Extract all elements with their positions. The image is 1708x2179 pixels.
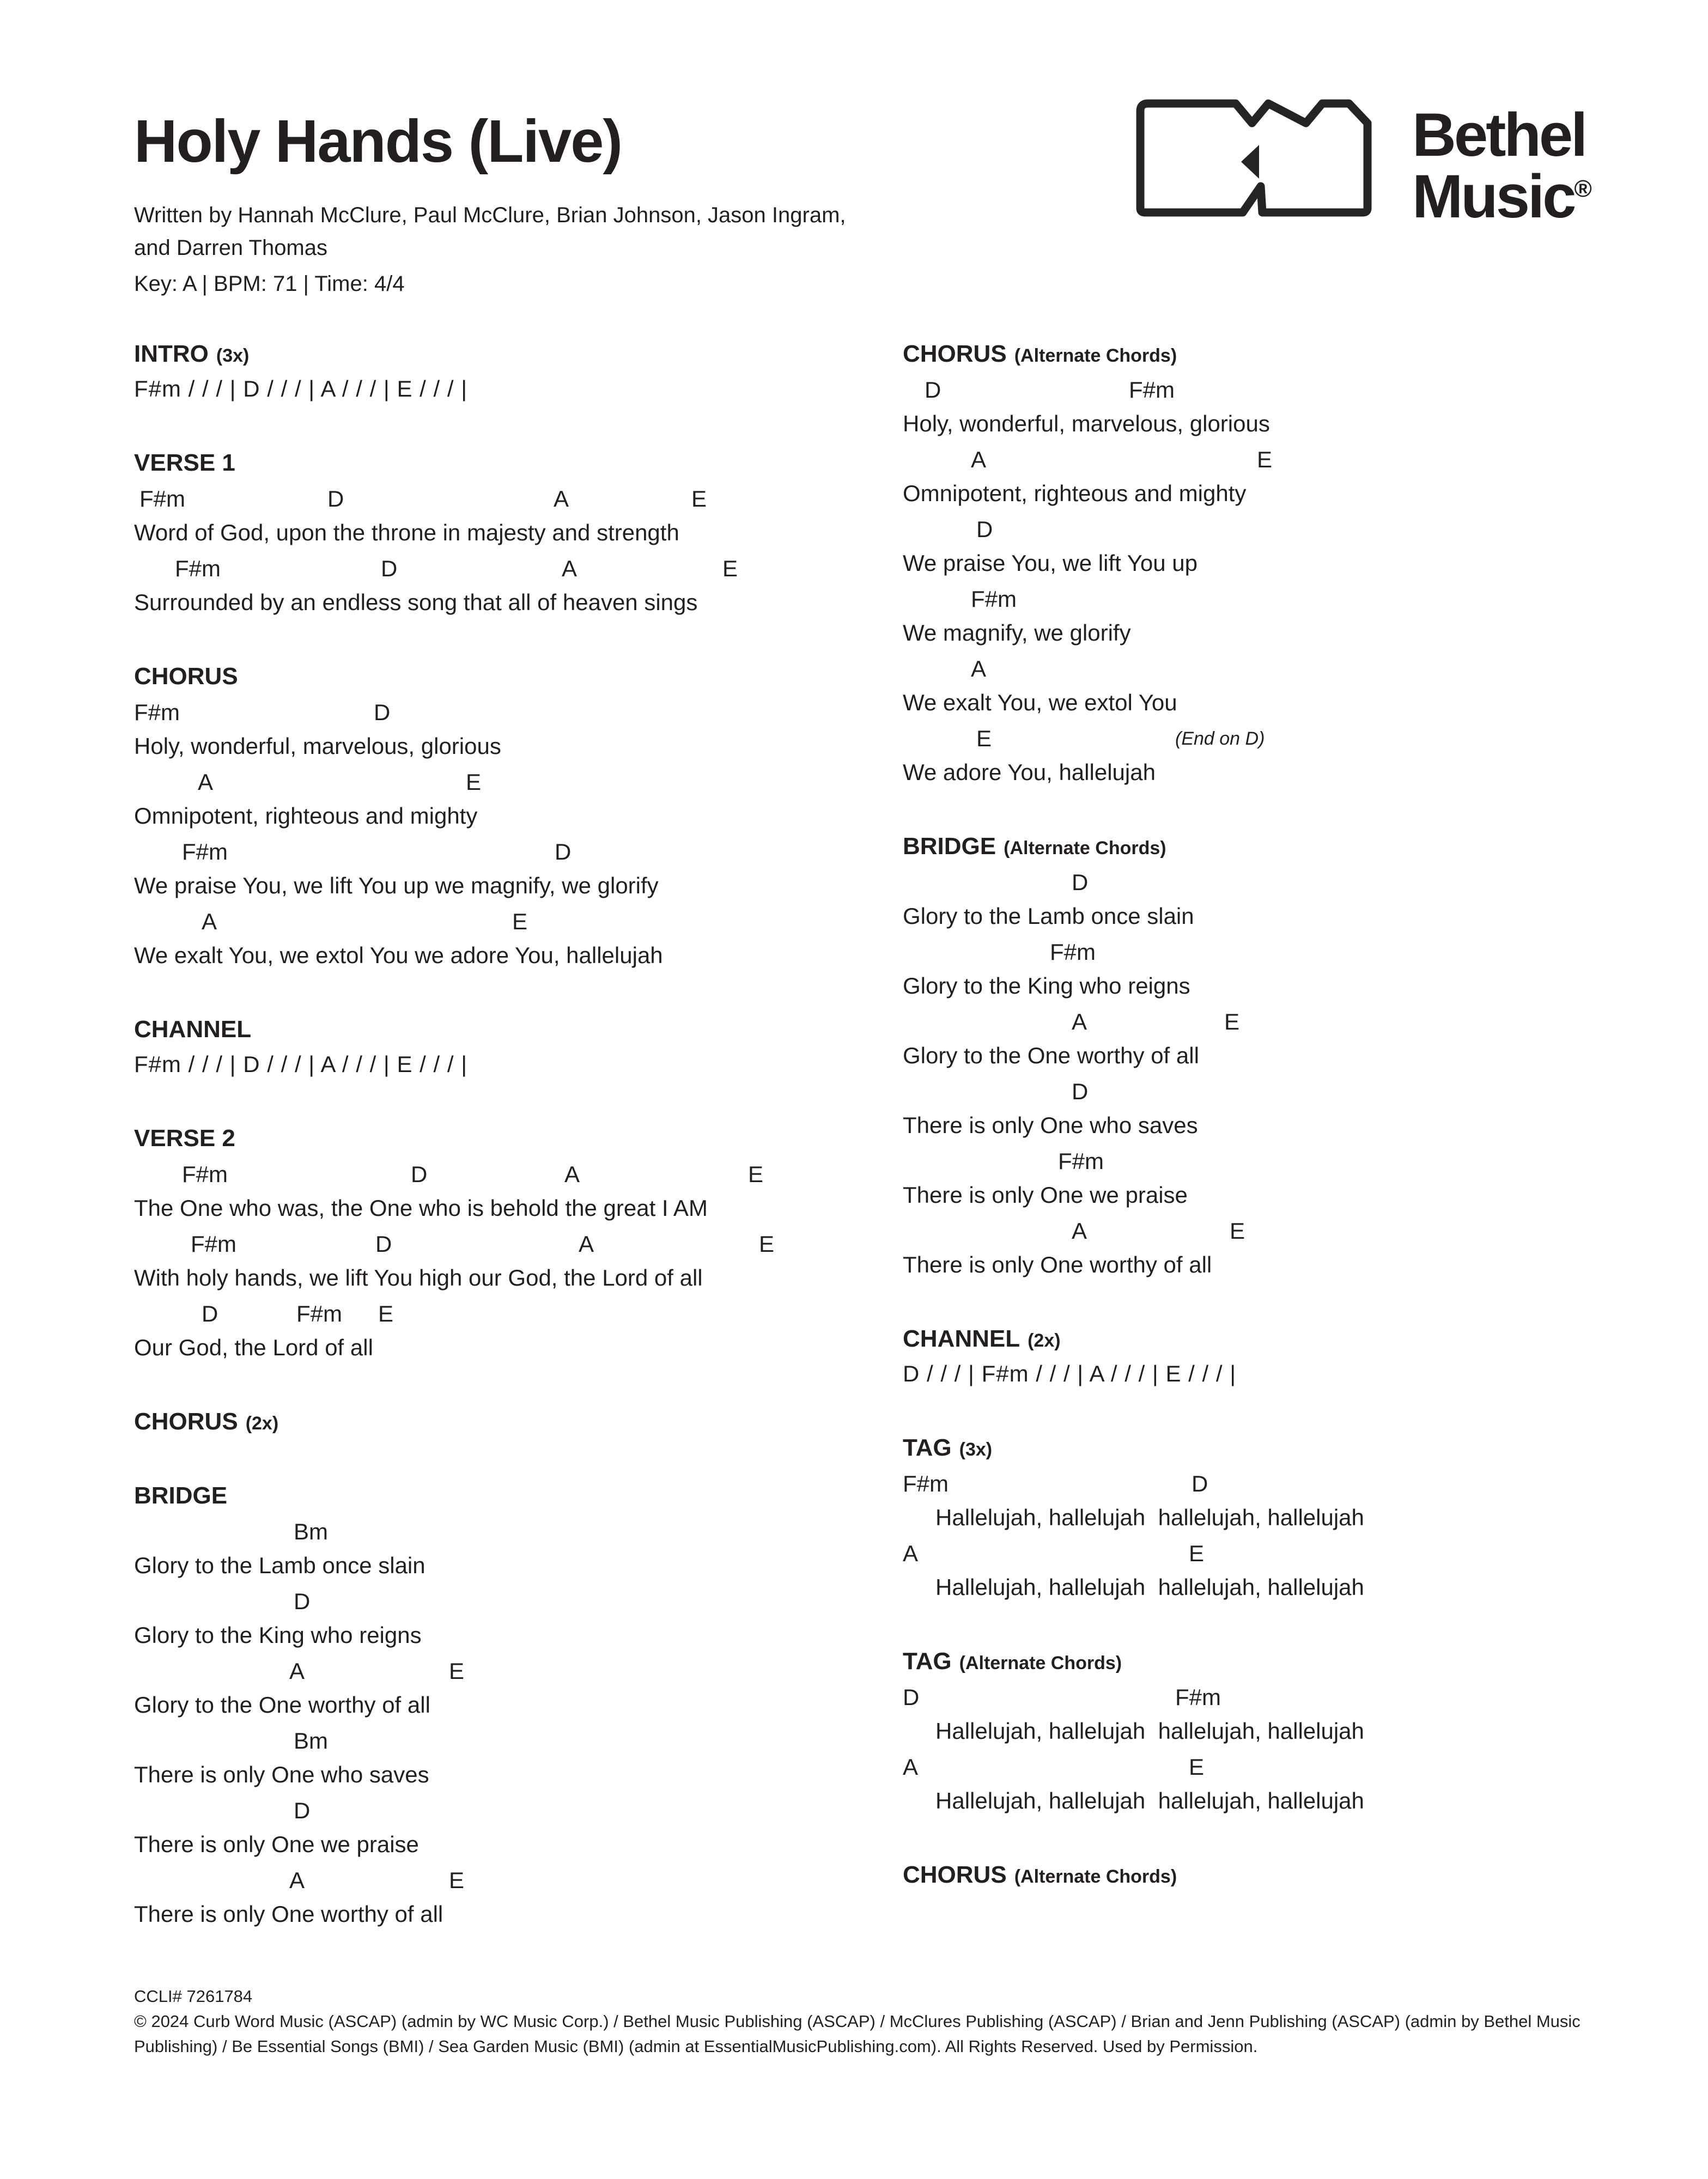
chord: D	[925, 377, 941, 403]
chord: D	[381, 556, 398, 581]
chord-line	[134, 903, 875, 938]
chord: F#m	[134, 699, 180, 725]
chord: D	[294, 1798, 311, 1823]
chord-line	[134, 764, 875, 799]
chord: F#m	[1175, 1684, 1221, 1710]
chord: E	[466, 769, 482, 795]
chord: D	[1192, 1471, 1208, 1496]
section-suffix: (3x)	[216, 345, 250, 366]
song-section	[134, 1404, 875, 1439]
chord: A	[903, 1754, 919, 1780]
lyric-line: Glory to the One worthy of all	[134, 1692, 430, 1718]
song-section	[134, 1478, 875, 1932]
lyric-line: There is only One we praise	[903, 1182, 1188, 1208]
chord: A	[971, 447, 987, 472]
lyric-line: Hallelujah, hallelujah hallelujah, hallelujah	[935, 1788, 1364, 1813]
lyric-line: Glory to the King who reigns	[903, 973, 1190, 999]
chord: E	[1189, 1754, 1205, 1780]
lyric-line: Word of God, upon the throne in majesty and strength	[134, 520, 679, 545]
chord-line	[134, 1226, 875, 1261]
section-heading	[903, 1858, 1676, 1892]
lyric-line: The One who was, the One who is behold the great I AM	[134, 1195, 708, 1221]
chord: E	[759, 1231, 775, 1257]
chord: E	[449, 1658, 465, 1684]
section-suffix: (Alternate Chords)	[1014, 345, 1177, 366]
chord: E	[1189, 1541, 1205, 1566]
song-section	[903, 337, 1676, 790]
lyric-line: Glory to the One worthy of all	[903, 1043, 1199, 1068]
chord-line	[903, 720, 1676, 755]
chord: A	[289, 1658, 305, 1684]
chord-line	[134, 1862, 875, 1897]
chord: E	[378, 1301, 394, 1326]
chord: A	[579, 1231, 594, 1257]
section-suffix: (Alternate Chords)	[1004, 838, 1166, 859]
chord: E	[722, 556, 738, 581]
chord-line	[134, 1792, 875, 1827]
chord: D	[411, 1161, 428, 1187]
chart-header	[134, 107, 846, 300]
section-heading	[903, 337, 1676, 372]
chord: A	[903, 1541, 919, 1566]
section-heading	[134, 1478, 875, 1513]
section-title: CHORUS	[134, 663, 238, 690]
chord: D	[1072, 869, 1089, 895]
section-heading	[903, 1431, 1676, 1465]
chord: F#m	[296, 1301, 342, 1326]
chord-line	[134, 480, 875, 515]
chord-line	[903, 934, 1676, 969]
section-heading	[134, 1121, 875, 1156]
lyric-line: We adore You, hallelujah	[903, 759, 1156, 785]
writers-line-2: and Darren Thomas	[134, 236, 327, 260]
chord: D	[555, 839, 572, 865]
lyric-line: We exalt You, we extol You	[903, 690, 1177, 715]
song-title: Holy Hands (Live)	[134, 108, 622, 175]
chord-line	[903, 1073, 1676, 1108]
section-heading	[134, 659, 875, 694]
column-right	[903, 337, 1676, 1932]
lyric-line: With holy hands, we lift You high our God, the Lord of all	[134, 1265, 703, 1291]
chord: Bm	[294, 1728, 328, 1754]
chord: F#m	[1050, 939, 1096, 965]
chord: E	[976, 726, 992, 751]
chord-line	[134, 1583, 875, 1618]
chord: F#m	[1058, 1148, 1104, 1174]
chord: D	[327, 486, 344, 512]
section-title: BRIDGE	[134, 1482, 228, 1509]
chord: F#m	[971, 586, 1017, 612]
lyric-line: There is only One worthy of all	[903, 1252, 1212, 1277]
chart-footer	[134, 1984, 1630, 2059]
section-title: VERSE 2	[134, 1125, 235, 1152]
song-section	[903, 1644, 1676, 1818]
song-section	[134, 659, 875, 973]
song-section	[903, 1322, 1676, 1391]
chord: D	[903, 1684, 920, 1710]
chord: F#m	[191, 1231, 236, 1257]
chord-line	[903, 1143, 1676, 1178]
chord: A	[562, 556, 578, 581]
lyric-line: Omnipotent, righteous and mighty	[903, 480, 1247, 506]
chord-line	[903, 1465, 1676, 1500]
section-title: BRIDGE	[903, 833, 996, 860]
section-suffix: (3x)	[959, 1439, 993, 1460]
bethel-music-logo	[1136, 99, 1592, 230]
chord-line	[903, 1679, 1676, 1714]
chord: A	[1072, 1218, 1087, 1244]
chord-run-line: D / / / | F#m / / / | A / / / | E / / / |	[903, 1361, 1237, 1386]
chord-line	[903, 441, 1676, 476]
chord: E	[449, 1867, 465, 1893]
lyric-line: There is only One who saves	[903, 1112, 1198, 1138]
chord-line	[134, 550, 875, 585]
chord: E	[691, 486, 707, 512]
bethel-music-mark-icon	[1136, 99, 1372, 223]
chord: A	[202, 909, 217, 934]
lyric-line: We praise You, we lift You up	[903, 550, 1198, 576]
song-section	[903, 1431, 1676, 1605]
writers-credit	[134, 199, 846, 264]
song-section	[134, 1121, 875, 1365]
section-heading	[134, 1404, 875, 1439]
section-suffix: (2x)	[1028, 1330, 1061, 1351]
chord-run-line: F#m / / / | D / / / | A / / / | E / / / |	[134, 1051, 468, 1077]
section-title: CHORUS	[134, 1408, 238, 1435]
chord: E	[512, 909, 528, 934]
section-title: TAG	[903, 1648, 952, 1675]
song-section	[134, 337, 875, 406]
chord: D	[294, 1588, 311, 1614]
chord-line	[134, 694, 875, 729]
chord-line	[134, 1156, 875, 1191]
chord: F#m	[903, 1471, 949, 1496]
lyric-line: Glory to the King who reigns	[134, 1622, 422, 1648]
chord: D	[1072, 1079, 1089, 1104]
lyric-line: Glory to the Lamb once slain	[134, 1553, 426, 1578]
lyric-line: We magnify, we glorify	[903, 620, 1131, 646]
lyric-line: Our God, the Lord of all	[134, 1335, 373, 1360]
chord: Bm	[294, 1519, 328, 1544]
chord: E	[1257, 447, 1273, 472]
chord-run-line: F#m / / / | D / / / | A / / / | E / / / |	[134, 376, 468, 401]
chord-line	[903, 511, 1676, 546]
chord: F#m	[1129, 377, 1175, 403]
section-title: VERSE 1	[134, 449, 235, 476]
section-heading	[134, 1012, 875, 1047]
section-heading	[903, 1322, 1676, 1356]
chord-line	[903, 581, 1676, 616]
chord-line	[903, 650, 1676, 685]
chord: F#m	[139, 486, 185, 512]
lyric-line: There is only One we praise	[134, 1831, 419, 1857]
chord: A	[554, 486, 569, 512]
chord: D	[202, 1301, 218, 1326]
chord-line	[134, 1513, 875, 1548]
section-heading	[134, 446, 875, 480]
chord-line	[134, 1653, 875, 1688]
logo-text-line-1: Bethel	[1412, 101, 1586, 169]
lyric-line: There is only One worthy of all	[134, 1901, 443, 1927]
chord: D	[976, 516, 993, 542]
section-heading	[903, 829, 1676, 864]
section-title: CHANNEL	[903, 1325, 1020, 1352]
lyric-line: Omnipotent, righteous and mighty	[134, 803, 478, 829]
song-section	[903, 1858, 1676, 1892]
copyright-notice: © 2024 Curb Word Music (ASCAP) (admin by WC Music Corp.) / Bethel Music Publishing (ASCAP) / McClures Publishing (ASCAP) / Brian and Jenn Publishing (ASCAP) (admin by Bethel Music Publishing) / Be Essential Songs (BMI) / Sea Garden Music (BMI) (admin at EssentialMusicPublishing.com). All Rights Reserved. Used by Permission.	[134, 2012, 1581, 2056]
chord-line	[903, 1749, 1676, 1784]
song-section	[903, 829, 1676, 1282]
section-title: CHANNEL	[134, 1016, 252, 1043]
section-title: TAG	[903, 1434, 952, 1461]
song-section	[134, 1012, 875, 1082]
ccli-number: CCLI# 7261784	[134, 1987, 253, 2006]
chord: E	[1230, 1218, 1245, 1244]
chord: F#m	[182, 839, 228, 865]
chord: A	[198, 769, 214, 795]
section-title: INTRO	[134, 340, 209, 367]
lyric-line: Hallelujah, hallelujah hallelujah, hallelujah	[935, 1718, 1364, 1744]
chord: E	[1224, 1009, 1240, 1034]
chord: F#m	[175, 556, 221, 581]
lyric-line: We praise You, we lift You up we magnify, we glorify	[134, 873, 659, 898]
chord: E	[748, 1161, 764, 1187]
chord-line	[903, 864, 1676, 899]
section-heading	[903, 1644, 1676, 1679]
section-suffix: (Alternate Chords)	[1014, 1866, 1177, 1887]
chord-line	[134, 1722, 875, 1757]
column-left	[134, 337, 875, 1971]
section-heading	[134, 337, 875, 372]
section-title: CHORUS	[903, 1861, 1007, 1888]
lyric-line: Surrounded by an endless song that all of heaven sings	[134, 589, 698, 615]
logo-text-line-2: Music®	[1412, 162, 1592, 230]
chord: A	[289, 1867, 305, 1893]
song-section	[134, 446, 875, 620]
lyric-line: We exalt You, we extol You we adore You, hallelujah	[134, 942, 663, 968]
chord: F#m	[182, 1161, 228, 1187]
chord-line	[134, 833, 875, 868]
section-suffix: (Alternate Chords)	[959, 1653, 1122, 1673]
chord-line	[903, 1213, 1676, 1247]
chord-line	[903, 1003, 1676, 1038]
lyric-line: Hallelujah, hallelujah hallelujah, hallelujah	[935, 1574, 1364, 1600]
chord: A	[564, 1161, 580, 1187]
section-title: CHORUS	[903, 340, 1007, 367]
chord: A	[971, 656, 987, 681]
lyric-line: Holy, wonderful, marvelous, glorious	[134, 733, 501, 759]
chord-line	[134, 1295, 875, 1330]
section-suffix: (2x)	[245, 1413, 279, 1434]
key-bpm-time: Key: A | BPM: 71 | Time: 4/4	[134, 272, 405, 296]
chord: D	[374, 699, 391, 725]
lyric-line: There is only One who saves	[134, 1762, 429, 1787]
chord: D	[375, 1231, 392, 1257]
chord-line	[903, 372, 1676, 406]
registered-trademark: ®	[1574, 175, 1592, 202]
bethel-music-wordmark	[1412, 101, 1592, 230]
lyric-line: Glory to the Lamb once slain	[903, 903, 1194, 929]
performance-note: (End on D)	[1175, 728, 1265, 749]
lyric-line: Hallelujah, hallelujah hallelujah, hallelujah	[935, 1505, 1364, 1530]
chord: A	[1072, 1009, 1087, 1034]
chord-line	[903, 1535, 1676, 1570]
writers-line-1: Written by Hannah McClure, Paul McClure, Brian Johnson, Jason Ingram,	[134, 203, 846, 227]
lyric-line: Holy, wonderful, marvelous, glorious	[903, 411, 1270, 436]
